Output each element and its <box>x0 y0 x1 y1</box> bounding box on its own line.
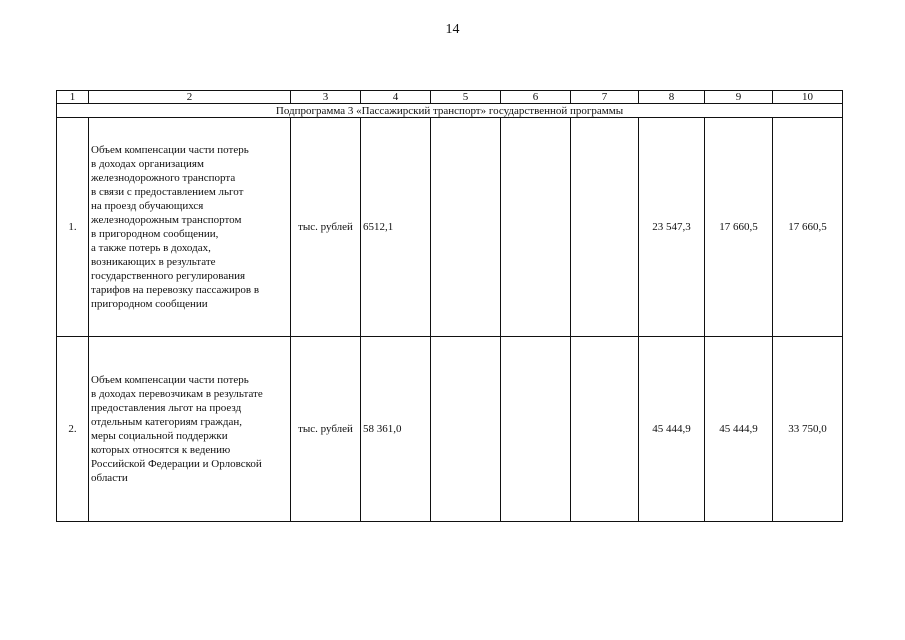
description-line: в доходах перевозчикам в результате <box>91 388 263 400</box>
column-header: 5 <box>431 91 501 104</box>
description-line: возникающих в результате <box>91 256 216 268</box>
value-cell-col4: 6512,1 <box>361 118 431 337</box>
column-header: 6 <box>501 91 571 104</box>
value-cell-col8: 45 444,9 <box>639 337 705 522</box>
subprogram-title: Подпрограмма 3 «Пассажирский транспорт» государственной программы <box>57 104 843 118</box>
value-cell-col9: 45 444,9 <box>705 337 773 522</box>
row-number: 1. <box>57 118 89 337</box>
description-line: Объем компенсации части потерь <box>91 144 249 156</box>
description-line: в доходах организациям <box>91 158 204 170</box>
page-number: 14 <box>445 22 460 37</box>
description-line: в связи с предоставлением льгот <box>91 186 244 198</box>
column-header: 4 <box>361 91 431 104</box>
description-line: в пригородном сообщении, <box>91 228 219 240</box>
description-line: отдельным категориям граждан, <box>91 416 242 428</box>
table-row <box>57 118 843 337</box>
row-description <box>89 337 291 522</box>
description-line: предоставления льгот на проезд <box>91 402 242 414</box>
column-header: 2 <box>89 91 291 104</box>
description-line: на проезд обучающихся <box>91 200 204 212</box>
row-description <box>89 118 291 337</box>
description-line: пригородном сообщении <box>91 298 208 310</box>
value-cell-col10: 33 750,0 <box>773 337 843 522</box>
description-line: Объем компенсации части потерь <box>91 374 249 386</box>
value-cell-col7 <box>571 118 639 337</box>
header-row <box>57 91 843 104</box>
value-cell-col10: 17 660,5 <box>773 118 843 337</box>
description-line: железнодорожным транспортом <box>91 214 242 226</box>
description-line: меры социальной поддержки <box>91 430 228 442</box>
column-header: 9 <box>705 91 773 104</box>
value-cell-col6 <box>501 118 571 337</box>
description-line: железнодорожного транспорта <box>91 172 236 184</box>
column-header: 7 <box>571 91 639 104</box>
value-cell-col5 <box>431 337 501 522</box>
row-number: 2. <box>57 337 89 522</box>
description-line: области <box>91 472 128 484</box>
description-line: тарифов на перевозку пассажиров в <box>91 284 260 296</box>
subprogram-row <box>57 104 843 118</box>
column-header: 3 <box>291 91 361 104</box>
value-cell-col4: 58 361,0 <box>361 337 431 522</box>
column-header: 1 <box>57 91 89 104</box>
value-cell-col8: 23 547,3 <box>639 118 705 337</box>
description-line: которых относятся к ведению <box>91 444 231 456</box>
column-header: 10 <box>773 91 843 104</box>
unit-cell: тыс. рублей <box>291 118 361 337</box>
column-header: 8 <box>639 91 705 104</box>
value-cell-col6 <box>501 337 571 522</box>
description-line: Российской Федерации и Орловской <box>91 458 262 470</box>
unit-cell: тыс. рублей <box>291 337 361 522</box>
table-row <box>57 337 843 522</box>
data-table <box>56 90 843 522</box>
description-line: а также потерь в доходах, <box>91 242 211 254</box>
value-cell-col7 <box>571 337 639 522</box>
value-cell-col5 <box>431 118 501 337</box>
description-line: государственного регулирования <box>91 270 246 282</box>
value-cell-col9: 17 660,5 <box>705 118 773 337</box>
